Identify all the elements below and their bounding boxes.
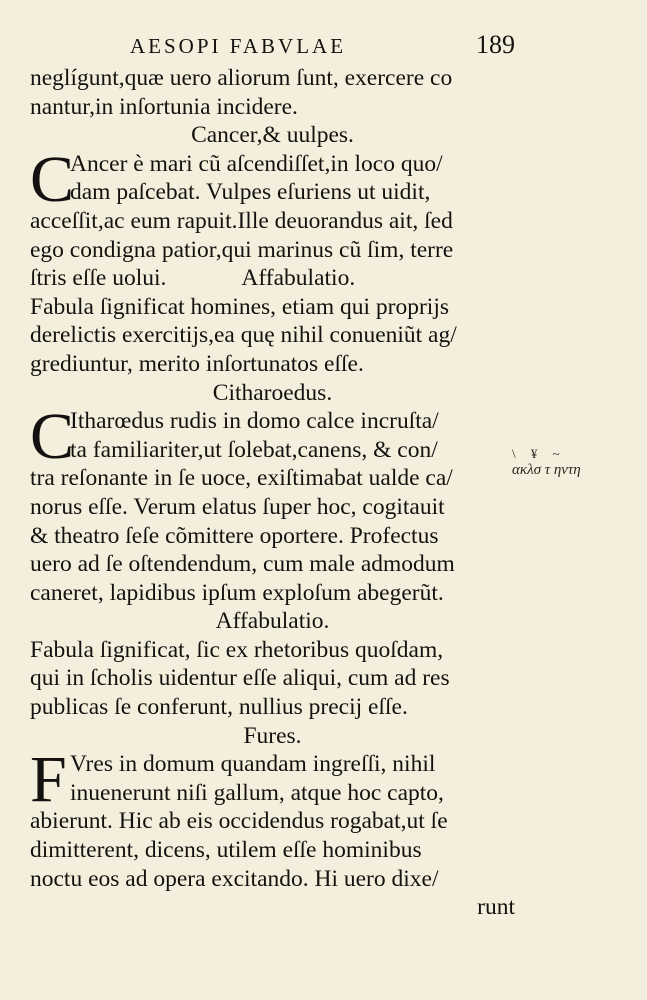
body-text [30,64,515,922]
text-line: acceſſit,ac eum rapuit.Ille deuorandus ait, ſed [30,207,453,234]
text-line: qui in ſcholis uidentur eſſe aliqui, cum ad res [30,665,450,692]
text-line: Fabula ſignificat, ſic ex rhetoribus quoſdam, [30,636,444,663]
fable-title-cancer: Cancer,& uulpes. [191,122,354,149]
text-line: norus eſſe. Verum elatus ſuper hoc, cogitauit [30,493,445,520]
catchword: runt [477,894,515,921]
fable-title-fures: Fures. [243,722,302,749]
drop-cap: C [30,142,75,216]
page-header [130,30,515,64]
text-line: ego condigna patior,qui marinus cũ ſim, terre [30,236,454,263]
text-line [30,264,515,293]
text-line: neglígunt,quæ uero aliorum ſunt, exercere co [30,65,453,91]
text-line: noctu eos ad opera excitando. Hi uero dixe/ [30,865,439,892]
text-line: abierunt. Hic ab eis occidendus rogabat,ut ſe [30,808,448,835]
text-line: & theatro ſeſe cõmittere oportere. Profectus [30,522,439,549]
text-line: Itharœdus rudis in domo calce incruſta/ [70,408,439,435]
text-line: Vres in domum quandam ingreſſi, nihil [70,751,436,778]
affabulatio-heading: Affabulatio. [215,608,330,635]
text-line: grediuntur, merito inſortunatos eſſe. [30,350,364,377]
fable-fures-opening [30,743,515,817]
text-line: dam paſcebat. Vulpes eſuriens ut uidit, [70,179,431,206]
fable-citharoedus-opening [30,400,515,474]
text-line: uero ad ſe oſtendendum, cum male admodum [30,551,455,578]
text-line: dimitterent, dicens, utilem eſſe hominibus [30,837,422,864]
drop-cap: C [30,400,75,474]
fable-cancer-opening [30,142,515,216]
affabulatio-heading: Affabulatio. [241,265,356,292]
running-title: AESOPI FABVLAE [130,34,347,58]
text-line: tra reſonante in ſe uoce, exiſtimabat ualde ca/ [30,465,453,492]
text-line: ta familiariter,ut ſolebat,canens, & con/ [70,436,438,463]
text-line: Ancer è mari cũ aſcendiſſet,in loco quo/ [70,150,443,177]
margin-annotation: ακλσ τ ηντη [512,462,581,478]
page-number: 189 [476,30,515,59]
text-line: derelictis exercitijs,ea quę nihil conueniũt ag/ [30,322,457,349]
text-line: Fabula ſignificat homines, etiam qui proprijs [30,293,450,320]
margin-marks: \ ¥ ~ [512,446,566,461]
text-line: nantur,in inſortunia incidere. [30,93,298,120]
drop-cap: F [30,743,67,817]
fable-title-citharoedus: Citharoedus. [212,379,333,406]
text-line: inuenerunt niſi gallum, atque hoc capto, [70,779,444,806]
text-line-part: ſtris eſſe uolui. [30,265,167,292]
text-line: publicas ſe conferunt, nullius precij eſſe. [30,694,408,721]
text-line: caneret, lapidibus ipſum exploſum abegerũt. [30,579,444,606]
